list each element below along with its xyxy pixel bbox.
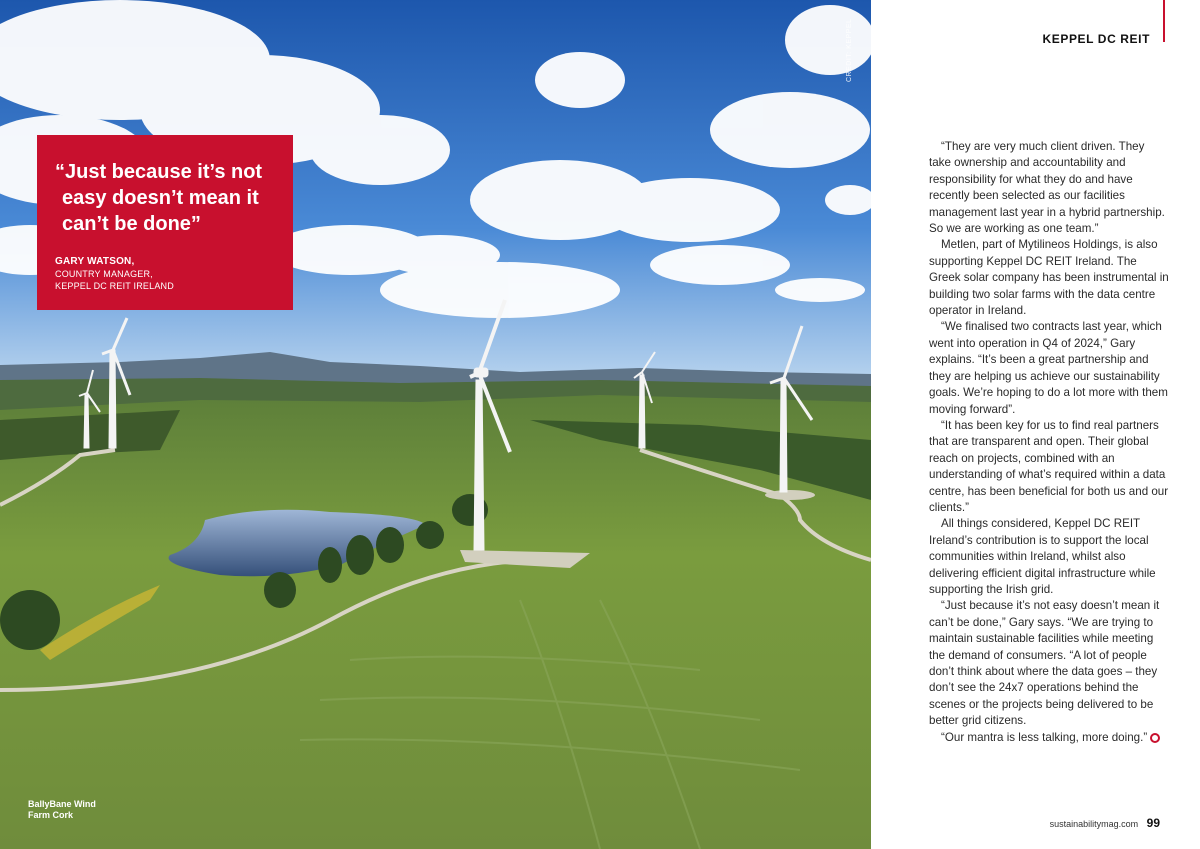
quote-author-company: KEPPEL DC REIT IRELAND	[55, 281, 174, 291]
page-number: 99	[1146, 816, 1160, 830]
quote-author-name: GARY WATSON,	[55, 256, 135, 267]
article-paragraph: Metlen, part of Mytilineos Holdings, is also supporting Keppel DC REIT Ireland. The Greek solar company has been instrumental in building two solar farms with the data centre operator in Ireland.	[929, 238, 1169, 318]
quote-author-role: COUNTRY MANAGER,	[55, 269, 153, 279]
article-paragraph: All things considered, Keppel DC REIT Ireland’s contribution is to support the local communities within Ireland, whilst also delivering efficient digital infrastructure while supporting the Irish grid.	[929, 517, 1156, 596]
pull-quote-text: “Just because it’s not easy doesn’t mean it can’t be done”	[55, 161, 263, 235]
article-final-sentence: “Our mantra is less talking, more doing.”	[941, 730, 1148, 744]
article-paragraph: “It has been key for us to find real partners that are transparent and open. Their global reach on projects, combined with an understanding of what’s required within a data centre, has been beneficial for both us and our clients.”	[929, 418, 1169, 514]
end-of-article-icon	[1150, 733, 1160, 743]
article-body	[929, 139, 1169, 746]
article-paragraph-last	[929, 730, 1169, 746]
header-accent-line	[1163, 0, 1165, 42]
photo-credit: CREDIT: KEPPEL	[846, 18, 853, 82]
page-footer	[1050, 816, 1160, 830]
footer-url[interactable]: sustainabilitymag.com	[1049, 819, 1139, 829]
photo-caption: BallyBane Wind Farm Cork	[28, 799, 96, 820]
article-paragraph: “Just because it’s not easy doesn’t mean it can’t be done,” Gary says. “We are trying to maintain sustainable facilities while meeting the demand of consumers. “A lot of people don’t think about where the data goes – they don’t see the 24x7 operations behind the scenes or the projects being delivered to be better grid citizens.	[929, 599, 1160, 728]
article-paragraph: “We finalised two contracts last year, which went into operation in Q4 of 2024,” Gary explains. “It’s been a great partnership and they are helping us achieve our sustainability goals. We’re hoping to do a lot more with them moving forward”.	[929, 320, 1168, 416]
pull-quote-box	[37, 135, 293, 310]
running-header: KEPPEL DC REIT	[1042, 32, 1150, 46]
article-paragraph: “They are very much client driven. They take ownership and accountability and responsibility for what they do and have recently been selected as our facilities management last year in a hybrid partnership. So we are working as one team.”	[929, 140, 1165, 236]
